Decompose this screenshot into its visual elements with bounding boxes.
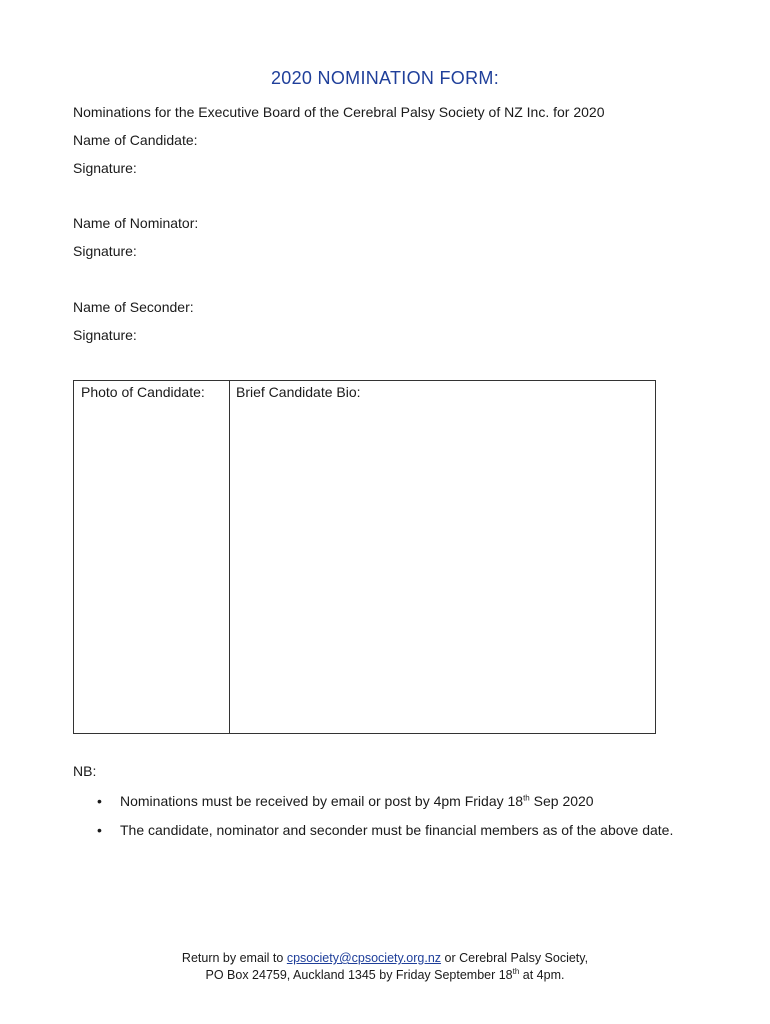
footer-time-text: at 4pm.: [519, 968, 565, 982]
bullet-icon: •: [97, 793, 102, 809]
intro-text: Nominations for the Executive Board of the Cerebral Palsy Society of NZ Inc. for 2020: [73, 104, 605, 120]
footer-line-2: [0, 967, 770, 984]
footer-date-sup: th: [512, 966, 520, 976]
note-deadline-sup: th: [523, 793, 530, 803]
notes-list: [73, 792, 703, 850]
footer-prefix: Return by email to: [181, 951, 287, 965]
footer-society-text: or Cerebral Palsy Society,: [441, 951, 589, 965]
bio-label: Brief Candidate Bio:: [236, 384, 361, 400]
footer-line-1: [0, 950, 770, 967]
note-deadline-tail: Sep 2020: [529, 793, 594, 809]
form-title: 2020 NOMINATION FORM:: [271, 68, 499, 88]
photo-label: Photo of Candidate:: [81, 384, 205, 400]
nominator-signature-label[interactable]: Signature:: [73, 243, 137, 259]
photo-upload-area[interactable]: [74, 381, 229, 733]
note-membership-text: The candidate, nominator and seconder must be financial members as of the above date.: [120, 822, 674, 838]
candidate-name-label[interactable]: Name of Candidate:: [73, 132, 198, 148]
nb-label: NB:: [73, 763, 97, 779]
return-instructions: [0, 950, 770, 984]
list-item: [73, 792, 703, 810]
note-deadline-text: Nominations must be received by email or post by 4pm Friday 18: [120, 793, 524, 809]
list-item: [73, 821, 703, 839]
seconder-name-label[interactable]: Name of Seconder:: [73, 299, 194, 315]
candidate-details-table: [73, 380, 656, 734]
email-link[interactable]: cpsociety@cpsociety.org.nz: [286, 951, 442, 965]
candidate-signature-label[interactable]: Signature:: [73, 160, 137, 176]
table-divider: [229, 381, 230, 733]
bullet-icon: •: [97, 822, 102, 838]
nominator-name-label[interactable]: Name of Nominator:: [73, 215, 199, 231]
bio-text-area[interactable]: [230, 381, 655, 733]
seconder-signature-label[interactable]: Signature:: [73, 327, 137, 343]
footer-address-text: PO Box 24759, Auckland 1345 by Friday September 18: [205, 968, 513, 982]
